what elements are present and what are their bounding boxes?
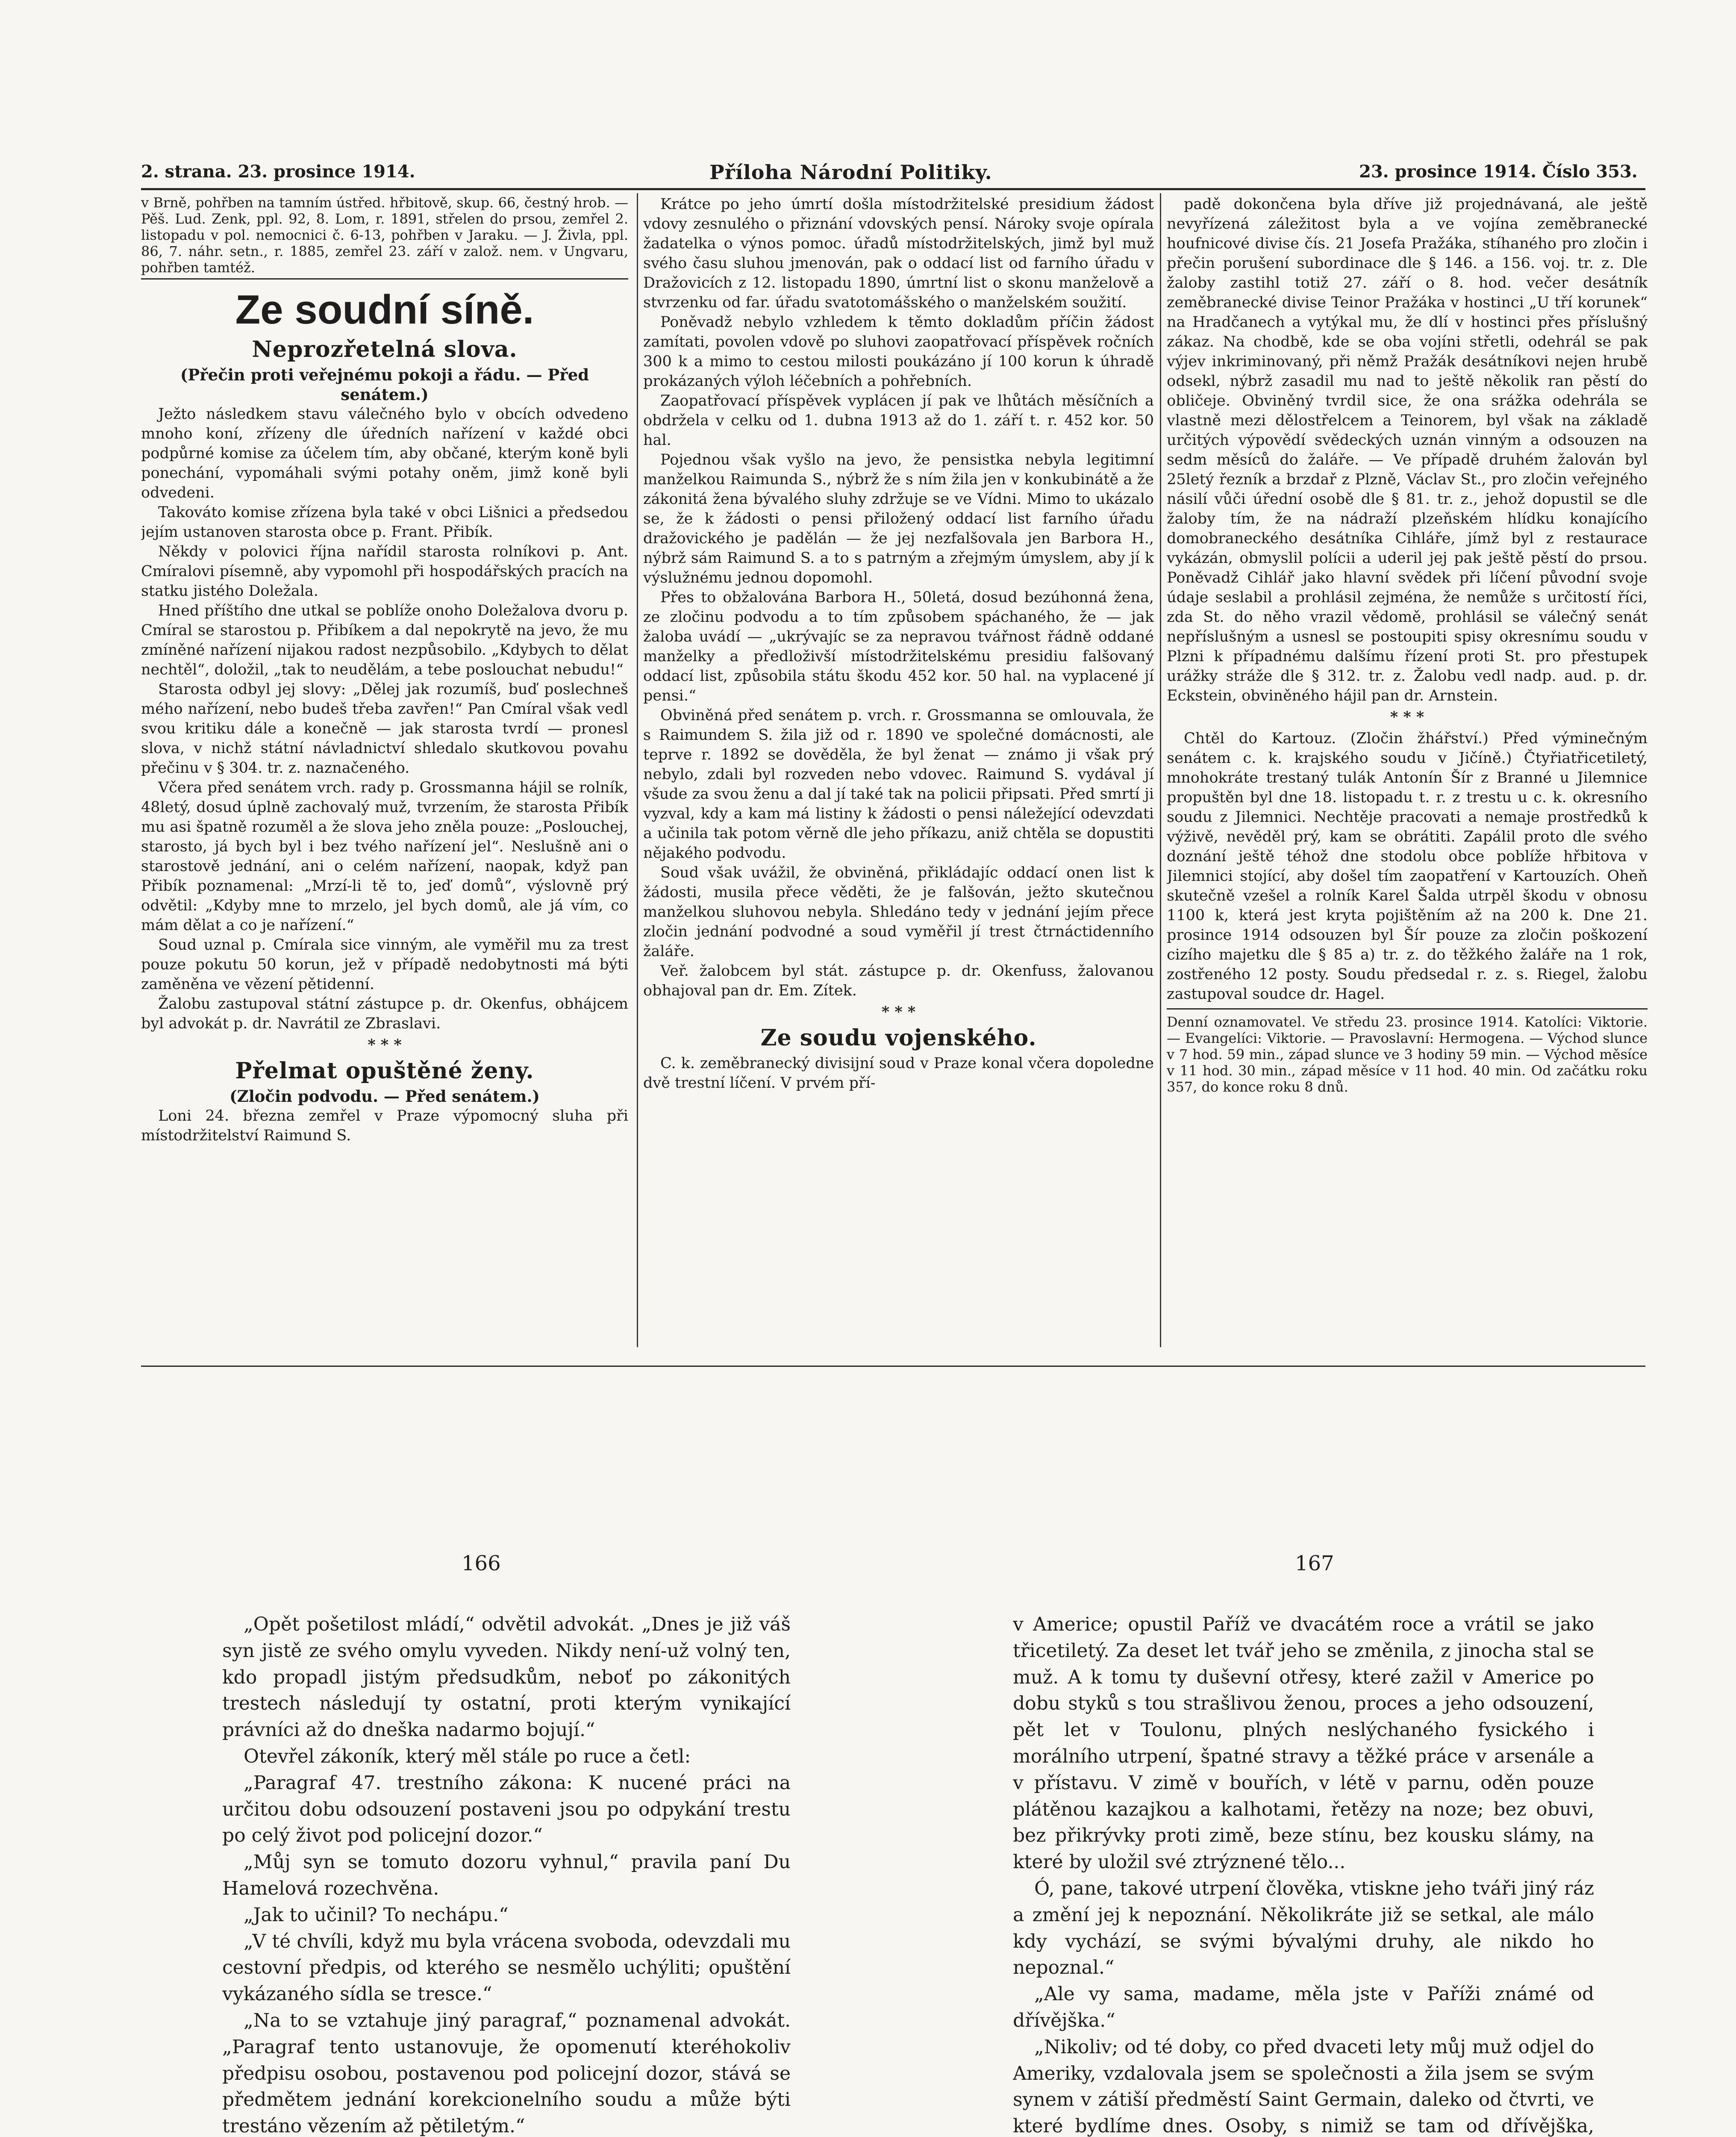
header-left: 2. strana. 23. prosince 1914.: [141, 162, 415, 182]
article-subtitle: (Přečin proti veřejnému pokoji a řádu. — Před senátem.): [180, 365, 589, 404]
book-paragraph: „Paragraf 47. trestního zákona: K nucené práci na určitou dobu odsouzení postaveni jsou po odpykání trestu po celý život pod policejní dozor.“: [222, 1772, 791, 1847]
paragraph: Chtěl do Kartouz. (Zločin žhářství.) Před výminečným senátem c. k. krajského soudu v Jičíně.) Čtyřiatřicetiletý, mnohokráte trestaný tulák Antonín Šír z Branné u Jilemnice propuštěn byl dne 18. listopadu t. r. z trestu u c. k. okresního soudu z Jilemnici. Nechtěje pracovati a nemaje prostředků k výživě, nevěděl prý, kam se obrátiti. Zapálil proto dle svého doznání ještě téhož dne stodolu obce poblíže hřbitova v Jilemnici stojící, aby došel tím zaopatření v Kartouzích. Oheň skutečně vzešel a rolník Karel Šalda utrpěl škodu v obnosu 1100 k, která jest kryta pojištěním až na 200 k. Dne 21. prosince 1914 odsouzen byl Šír pouze za zločin poškození cizího majetku dle § 85 a) tr. z. do těžkého žaláře na 1 rok, zostřeného 12 posty. Soudu předsedal r. z. s. Riegel, žalobu zastupoval soudce dr. Hagel.: [1167, 730, 1648, 1003]
column-divider: [637, 193, 638, 1347]
section-heading: Ze soudní síně.: [235, 287, 534, 333]
paragraph: Krátce po jeho úmrtí došla místodržitelské presidium žádost vdovy zesnulého o přiznání vdovských pensí. Nároky svoje opírala žadatelka o výnos pomoc. úřadů místodržitelských, jimž byl muž svého času sluhou jmenován, pak o oddací list od farního úřadu v Dražovicích z 12. listopadu 1890, úmrtní list o skonu manželově a stvrzenku od far. úřadu svatotomášského o manželském soužití.: [643, 196, 1154, 311]
paragraph: Někdy v polovici října nařídil starosta rolníkovi p. Ant. Cmíralovi písemně, aby vypomohl při hospodářských pracích na statku jistého Doležala.: [141, 543, 628, 600]
book-paragraph: Ó, pane, takové utrpení člověka, vtiskne jeho tváři jiný ráz a změní jej k nepoznání. Několikráte již se setkal, ale málo kdy vychází, se svými bývalými druhy, ale nikdo ho nepoznal.“: [1013, 1877, 1594, 1979]
paragraph: Zaopatřovací příspěvek vyplácen jí pak ve lhůtách měsíčních a obdržela v celku od 1. dubna 1913 až do 1. září t. r. 452 kor. 50 hal.: [643, 392, 1154, 449]
paragraph: Poněvadž nebylo vzhledem k těmto dokladům příčin žádost zamítati, povolen vdově po sluhovi zaopatřovací příspěvek ročních 300 k a mimo to cestou milosti poukázáno jí 100 korun k úhradě prokázaných výloh léčebních a pohřebních.: [643, 314, 1154, 390]
paragraph: Soud však uvážil, že obviněná, přikládajíc oddací onen list k žádosti, musila přece věděti, že je falšován, ježto skutečnou manželkou sluhovou nebyla. Shledáno tedy v jednání jejím přece zločin jednání podvodné a soud vyměřil jí trest čtrnáctidenního žaláře.: [643, 864, 1154, 960]
paragraph: Takováto komise zřízena byla také v obci Lišnici a předsedou jejím ustanoven starosta obce p. Frant. Přibík.: [141, 504, 628, 541]
separator-stars: * * *: [1390, 708, 1424, 726]
book-page-right: [1013, 1611, 1594, 2137]
book-paragraph: „Na to se vztahuje jiný paragraf,“ poznamenal advokát. „Paragraf tento ustanovuje, že opomenutí kteréhokoliv předpisu osobou, postavenou pod policejní dozor, stává se předmětem jednání korekcionelního soudu a může býti trestáno vězením až pětiletým.“: [222, 2009, 791, 2137]
obituary-intro: v Brně, pohřben na tamním ústřed. hřbitově, skup. 66, čestný hrob. — Pěš. Lud. Zenk, ppl. 92, 8. Lom, r. 1891, střelen do prsou, zemřel 2. listopadu v pol. nemocnici č. 6-13, pohřben v Jaraku. — J. Živla, ppl. 86, 7. náhr. setn., r. 1885, zemřel 23. září v založ. nem. v Ungvaru, pohřben tamtéž.: [141, 194, 628, 276]
paragraph: Soud uznal p. Cmírala sice vinným, ale vyměřil mu za trest pouze pokutu 50 korun, jež v případě nedobytnosti má býti zaměněna ve vězení pětidenní.: [141, 936, 628, 993]
section-rule: [141, 278, 628, 280]
book-paragraph: „Nikoliv; od té doby, co před dvaceti lety můj muž odjel do Ameriky, vzdalovala jsem se společnosti a žila jsem se svým synem v zátiší předměstí Saint Germain, daleko od čtvrti, ve které bydlíme dnes. Osoby, s nimiž se tam od dřívějška,: [1013, 2036, 1594, 2137]
news-column-1: [141, 194, 628, 1357]
page-number-right: 167: [1295, 1551, 1334, 1575]
article-heading: Ze soudu vojenského.: [760, 1025, 1037, 1051]
section-rule: [1167, 1008, 1648, 1010]
paragraph: Pojednou však vyšlo na jevo, že pensistka nebyla legitimní manželkou Raimunda S., nýbrž že s ním žila jen v konkubinátě a že zákonitá žena bývalého sluhy zdržuje se ve Vídni. Mimo to ukázalo se, že k žádosti o pensi přiložený oddací list farního úřadu dražovického je padělán — že jej nezfalšovala jen Barbora H., nýbrž sám Raimund S. a to s patrným a zřejmým úmyslem, aby jí k výslužnému jednou dopomohl.: [643, 451, 1154, 586]
daily-calendar: Denní oznamovatel. Ve středu 23. prosince 1914. Katolíci: Viktorie. — Evangelíci: Viktorie. — Pravoslavní: Hermogena. — Východ slunce v 7 hod. 59 min., západ slunce ve 3 hodiny 59 min. — Východ měsíce v 11 hod. 30 min., západ měsíce v 11 hod. 40 min. Od začátku roku 357, do konce roku 8 dnů.: [1167, 1014, 1648, 1095]
paragraph: padě dokončena byla dříve již projednávaná, ale ještě nevyřízená záležitost byla a ve vojína zeměbranecké houfnicové divise čís. 21 Josefa Pražáka, stíhaného pro zločin i přečin porušení subordinace dle § 146. a 156. voj. tr. z. Dle žaloby zastihl totiž 27. září o 8. hod. večer desátník zeměbranecké divise Teinor Pražáka v hostinci „U tří korunek“ na Hradčanech a vytýkal mu, že dlí v hostinci přes příslušný zákaz. Na chodbě, kde se oba vojíni střetli, odehrál se pak výjev inkriminovaný, při němž Pražák desátníkovi nejen hrubě odsekl, nýbrž zasadil mu nad to ještě několik ran pěstí do obličeje. Obviněný tvrdil sice, že ona srážka odehrála se vlastně mezi dělostřelcem a Teinorem, byl však na základě určitých výpovědí svědeckých uznán vinným a odsouzen na sedm měsíců do žaláře. — Ve případě druhém žalován byl 25letý řezník a brzdař z Plzně, Václav St., pro zločin veřejného násilí vůči úřední osobě dle § 81. tr. z., jehož dopustil se dle žaloby tím, že na nádraží plzeňském hlídku konajícího domobraneckého desátníka Cihláře, jímž byl z restaurace vykázán, obmyslil polícii a uderil jej pak ještě pěstí do prsou. Poněvadž Cihlář jako hlavní svědek při líčení původní svoje údaje seslabil a prohlásil zejména, že nemůže s určitostí říci, zda St. do něho vrazil vědomě, prohlásil se válečný senát nepříslušným a usnesl se postoupiti spisy okresnímu soudu v Plzni k případnému dalšímu řízení proti St. pro přestupek urážky stráže dle § 312. tr. z. Žalobu vedl nadp. aud. p. dr. Eckstein, obviněného hájil pan dr. Arnstein.: [1167, 196, 1648, 704]
separator-stars: * * *: [881, 1003, 916, 1021]
book-paragraph: „Opět pošetilost mládí,“ odvětil advokát. „Dnes je již váš syn jistě ze svého omylu vyveden. Nikdy není-už volný ten, kdo propadl jistým předsudkům, neboť po zákonitých trestech následují ty ostatní, proti kterým vynikající právníci až do dneška nadarmo bojují.“: [222, 1613, 791, 1741]
news-column-3: [1167, 194, 1648, 1357]
paragraph: Hned příštího dne utkal se poblíže onoho Doležalova dvoru p. Cmíral se starostou p. Přibíkem a dal nepokrytě na jevo, že mu zmíněné nařízení nijakou radost nezpůsobilo. „Kdybych to dělat nechtěl“, doložil, „tak to neudělám, a tebe poslouchat nebudu!“: [141, 602, 628, 678]
book-paragraph: v Americe; opustil Paříž ve dvacátém roce a vrátil se jako třicetiletý. Za deset let tvář jeho se změnila, z jinocha stal se muž. A k tomu ty duševní otřesy, které zažil v Americe po dobu styků s tou strašlivou ženou, proces a jeho odsouzení, pět let v Toulonu, plných neslýchaného fysického i morálního utrpení, špatné stravy a těžké práce v arsenále a v přístavu. V zimě v bouřích, v létě v parnu, oděn pouze plátěnou kazajkou a kalhotami, řetězy na noze; bez obuvi, bez přikrývky proti zimě, beze stínu, bez kousku slámy, na které by uložil své ztrýznené tělo...: [1013, 1613, 1594, 1873]
header-center: Příloha Národní Politiky.: [709, 161, 992, 184]
header-rule: [141, 188, 1645, 190]
paragraph: Obviněná před senátem p. vrch. r. Grossmanna se omlouvala, že s Raimundem S. žila již od r. 1890 ve společné domácnosti, ale teprve r. 1892 se dověděla, že byl ženat — známo ji však prý nebylo, zdali byl rozveden nebo vdovec. Raimund S. vydával jí všude za svou ženu a dal jí také tak na policii připsati. Před smrtí ji vyzval, kdy a kam má listiny k žádosti o pensi náležející odevzdati a učinila tak potom věrně dle jeho příkazu, aniž chtěla se dopustiti nějakého podvodu.: [643, 707, 1154, 862]
column-divider: [1160, 193, 1161, 1347]
article-heading: Neprozřetelná slova.: [252, 336, 518, 362]
separator-stars: * * *: [368, 1036, 402, 1054]
book-paragraph: „V té chvíli, když mu byla vrácena svoboda, odevzdali mu cestovní předpis, od kterého se nesmělo uchýliti; opuštění vykázaného sídla se tresce.“: [222, 1930, 791, 2005]
paragraph: Ježto následkem stavu válečného bylo v obcích odvedeno mnoho koní, zřízeny dle úředních nařízení v každé obci podpůrné komise za účelem tím, aby občané, kterým koně byli ponechání, vypomáhali svými potahy oněm, jimž koně byli odvedeni.: [141, 406, 628, 501]
paragraph: Přes to obžalována Barbora H., 50letá, dosud bezúhonná žena, ze zločinu podvodu a to tím způsobem spáchaného, že — jak žaloba uvádí — „ukrývajíc se za nepravou tvářnost řádně oddané manželky a předloživší místodržitelskému presidiu falšovaný oddací list, způsobila státu škodu 452 kor. 50 hal. na vyplacené jí pensi.“: [643, 589, 1154, 704]
news-column-2: [643, 194, 1154, 1357]
page-divider-rule: [141, 1366, 1645, 1367]
page-number-left: 166: [462, 1551, 501, 1575]
article-subtitle: (Zločin podvodu. — Před senátem.): [230, 1087, 540, 1106]
paragraph: Veř. žalobcem byl stát. zástupce p. dr. Okenfuss, žalovanou obhajoval pan dr. Em. Zítek.: [643, 963, 1154, 999]
book-paragraph: Otevřel zákoník, který měl stále po ruce a četl:: [244, 1745, 691, 1767]
book-paragraph: „Ale vy sama, madame, měla jste v Paříži známé od dřívějška.“: [1013, 1983, 1594, 2031]
paragraph: Včera před senátem vrch. rady p. Grossmanna hájil se rolník, 48letý, dosud úplně zachovalý muž, tvrzením, že starosta Přibík mu asi špatně rozuměl a že slova jeho zněla pouze: „Poslouchej, starosto, já bych byl i bez tvého nařízení jel“. Neslušně ani o starostově jednání, ani o celém nařízení, naopak, když pan Přibík poznamenal: „Mrzí-li tě to, jeď domů“, výslovně prý odvětil: „Kdyby mne to mrzelo, jel bych domů, ale já vím, co mám dělat a co je nařízení.“: [141, 779, 628, 934]
book-paragraph: „Jak to učinil? To nechápu.“: [244, 1904, 509, 1926]
book-page-left: [222, 1611, 791, 2137]
book-paragraph: „Můj syn se tomuto dozoru vyhnul,“ pravila paní Du Hamelová rozechvěna.: [222, 1851, 791, 1899]
paragraph: Starosta odbyl jej slovy: „Dělej jak rozumíš, buď poslechneš mého nařízení, nebo budeš třeba zavřen!“ Pan Cmíral však vedl svou kritiku dále a konečně — jak starosta tvrdí — pronesl slova, v nichž státní návladnictví shledalo skutkovou povahu přečinu v § 304. tr. z. naznačeného.: [141, 681, 628, 777]
article-heading: Přelmat opuštěné ženy.: [235, 1058, 534, 1084]
paragraph: Loni 24. března zemřel v Praze výpomocný sluha při místodržitelství Raimund S.: [141, 1107, 628, 1144]
paragraph: Žalobu zastupoval státní zástupce p. dr. Okenfus, obhájcem byl advokát p. dr. Navrátil ze Zbraslavi.: [141, 995, 628, 1032]
paragraph: C. k. zeměbranecký divisijní soud v Praze konal včera dopoledne dvě trestní líčení. V prvém pří-: [643, 1055, 1154, 1092]
header-right: 23. prosince 1914. Číslo 353.: [1359, 162, 1638, 182]
